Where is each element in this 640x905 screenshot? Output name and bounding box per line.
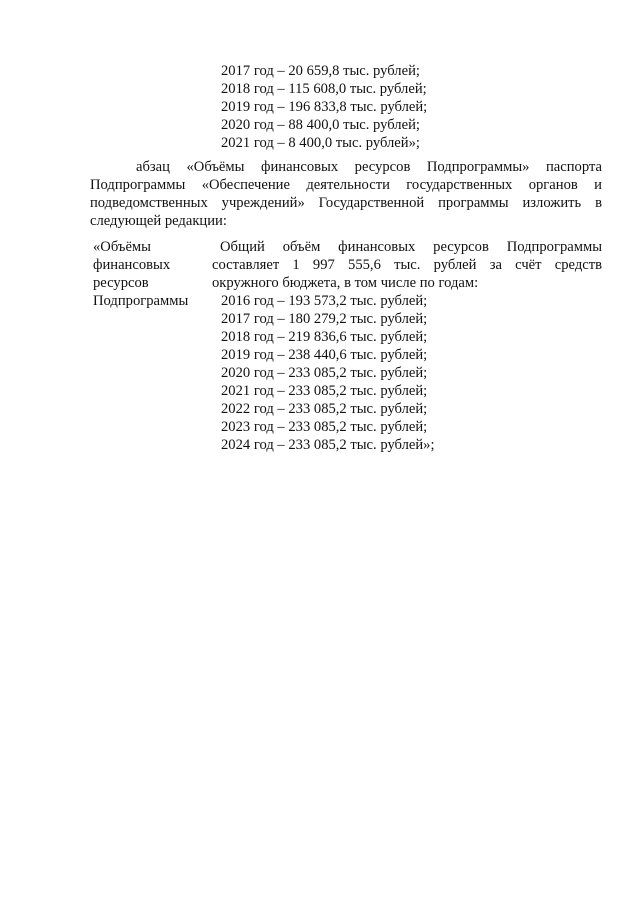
year-line: 2017 год – 180 279,2 тыс. рублей; <box>221 311 428 327</box>
paragraph-line: следующей редакции: <box>90 213 227 229</box>
year-line: 2019 год – 238 440,6 тыс. рублей; <box>221 347 428 363</box>
table-content-cell <box>212 238 602 454</box>
intro-line: составляет 1 997 555,6 тыс. рублей за счёт средств <box>212 257 602 273</box>
funding-years-list <box>212 292 602 454</box>
year-line: 2022 год – 233 085,2 тыс. рублей; <box>221 401 428 417</box>
label-line: «Объёмы <box>93 239 151 255</box>
year-line: 2021 год – 233 085,2 тыс. рублей; <box>221 383 428 399</box>
intro-line: окружного бюджета, в том числе по годам: <box>212 275 479 291</box>
amendment-paragraph <box>90 158 602 230</box>
previous-years-list <box>221 62 427 152</box>
paragraph-line: подведомственных учреждений» Государственной программы изложить в <box>90 195 602 211</box>
year-line: 2016 год – 193 573,2 тыс. рублей; <box>221 293 428 309</box>
year-line: 2019 год – 196 833,8 тыс. рублей; <box>221 99 428 115</box>
label-line: ресурсов <box>93 275 149 291</box>
year-line: 2020 год – 233 085,2 тыс. рублей; <box>221 365 428 381</box>
year-line: 2017 год – 20 659,8 тыс. рублей; <box>221 63 420 79</box>
year-line: 2024 год – 233 085,2 тыс. рублей»; <box>221 437 435 453</box>
paragraph-line: абзац «Объёмы финансовых ресурсов Подпрограммы» паспорта <box>136 159 602 175</box>
year-line: 2020 год – 88 400,0 тыс. рублей; <box>221 117 420 133</box>
paragraph-line: Подпрограммы «Обеспечение деятельности государственных органов и <box>90 177 602 193</box>
intro-line: Общий объём финансовых ресурсов Подпрограммы <box>220 239 602 255</box>
year-line: 2018 год – 115 608,0 тыс. рублей; <box>221 81 427 97</box>
year-line: 2023 год – 233 085,2 тыс. рублей; <box>221 419 428 435</box>
table-label-cell <box>93 238 208 310</box>
label-line: финансовых <box>93 257 171 273</box>
year-line: 2018 год – 219 836,6 тыс. рублей; <box>221 329 428 345</box>
label-line: Подпрограммы <box>93 293 189 309</box>
year-line: 2021 год – 8 400,0 тыс. рублей»; <box>221 135 420 151</box>
